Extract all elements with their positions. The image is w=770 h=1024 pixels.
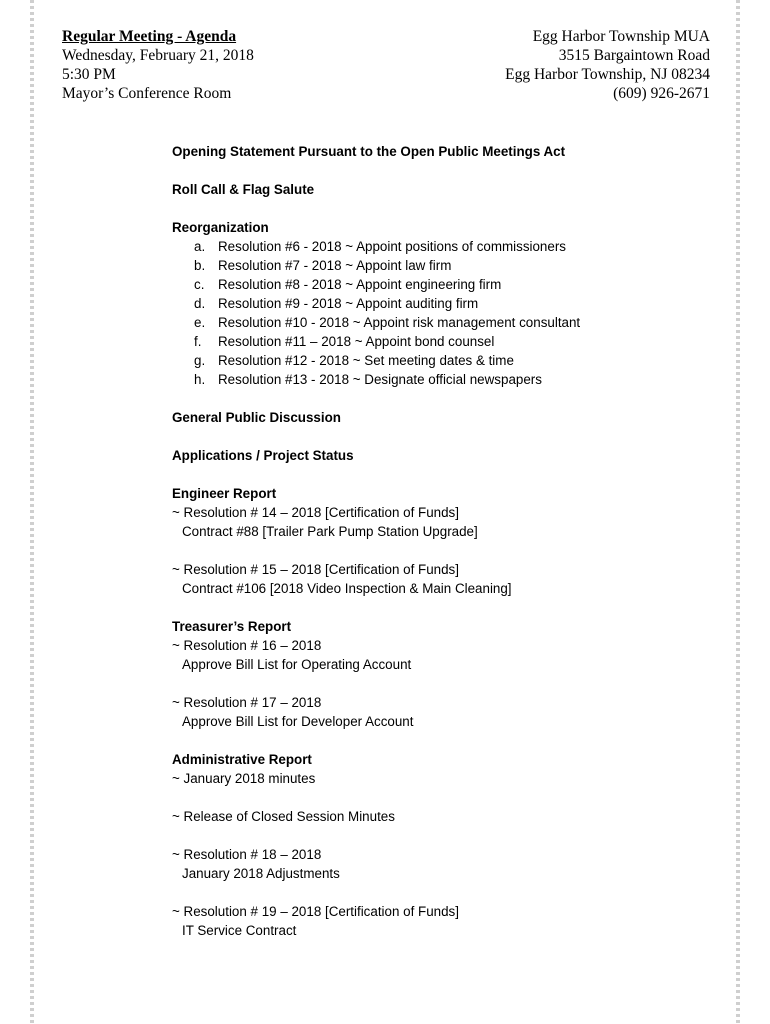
list-letter: f. bbox=[194, 334, 202, 349]
org-street: 3515 Bargaintown Road bbox=[558, 47, 710, 64]
list-item bbox=[172, 256, 732, 275]
org-phone: (609) 926-2671 bbox=[613, 85, 710, 102]
resolution-19: ~ Resolution # 19 – 2018 [Certification of Funds] bbox=[172, 904, 459, 919]
treasurer-report-heading: Treasurer’s Report bbox=[172, 619, 292, 634]
reorganization-heading: Reorganization bbox=[172, 220, 269, 235]
list-item bbox=[172, 351, 732, 370]
public-discussion: General Public Discussion bbox=[172, 410, 341, 425]
january-minutes: ~ January 2018 minutes bbox=[172, 771, 316, 786]
meeting-location: Mayor’s Conference Room bbox=[62, 85, 232, 102]
contract-88: Contract #88 [Trailer Park Pump Station Upgrade] bbox=[182, 524, 478, 539]
list-item-text: Resolution #7 - 2018 ~ Appoint law firm bbox=[218, 258, 452, 273]
list-item bbox=[172, 237, 732, 256]
list-item bbox=[172, 370, 732, 389]
list-item-text: Resolution #6 - 2018 ~ Appoint positions of commissioners bbox=[218, 239, 566, 254]
list-item-text: Resolution #10 - 2018 ~ Appoint risk management consultant bbox=[218, 315, 581, 330]
engineer-report-heading: Engineer Report bbox=[172, 486, 277, 501]
list-item-text: Resolution #12 - 2018 ~ Set meeting dates & time bbox=[218, 353, 514, 368]
list-item-text: Resolution #11 – 2018 ~ Appoint bond counsel bbox=[218, 334, 495, 349]
list-letter: h. bbox=[194, 372, 206, 387]
opening-statement: Opening Statement Pursuant to the Open Public Meetings Act bbox=[172, 144, 566, 159]
list-letter: a. bbox=[194, 239, 206, 254]
meeting-title: Regular Meeting - Agenda bbox=[62, 28, 237, 45]
resolution-18: ~ Resolution # 18 – 2018 bbox=[172, 847, 322, 862]
january-adjustments: January 2018 Adjustments bbox=[182, 866, 340, 881]
applications-status: Applications / Project Status bbox=[172, 448, 354, 463]
resolution-14: ~ Resolution # 14 – 2018 [Certification of Funds] bbox=[172, 505, 459, 520]
page-edge-right bbox=[736, 0, 740, 1024]
page-edge-left bbox=[30, 0, 34, 1024]
list-item-text: Resolution #8 - 2018 ~ Appoint engineering firm bbox=[218, 277, 502, 292]
org-city: Egg Harbor Township, NJ 08234 bbox=[505, 66, 710, 83]
meeting-info bbox=[62, 27, 254, 103]
list-item-text: Resolution #9 - 2018 ~ Appoint auditing firm bbox=[218, 296, 479, 311]
resolution-17: ~ Resolution # 17 – 2018 bbox=[172, 695, 322, 710]
org-name: Egg Harbor Township MUA bbox=[532, 28, 710, 45]
meeting-time: 5:30 PM bbox=[62, 66, 116, 83]
closed-session-minutes: ~ Release of Closed Session Minutes bbox=[172, 809, 395, 824]
organization-address bbox=[505, 27, 710, 103]
list-letter: e. bbox=[194, 315, 206, 330]
list-item bbox=[172, 332, 732, 351]
it-service-contract: IT Service Contract bbox=[182, 923, 297, 938]
list-letter: c. bbox=[194, 277, 205, 292]
list-letter: g. bbox=[194, 353, 206, 368]
contract-106: Contract #106 [2018 Video Inspection & Main Cleaning] bbox=[182, 581, 512, 596]
resolution-15: ~ Resolution # 15 – 2018 [Certification of Funds] bbox=[172, 562, 459, 577]
list-letter: d. bbox=[194, 296, 206, 311]
resolution-16: ~ Resolution # 16 – 2018 bbox=[172, 638, 322, 653]
roll-call: Roll Call & Flag Salute bbox=[172, 182, 315, 197]
meeting-date: Wednesday, February 21, 2018 bbox=[62, 47, 254, 64]
agenda-body bbox=[172, 142, 732, 940]
list-item-text: Resolution #13 - 2018 ~ Designate official newspapers bbox=[218, 372, 542, 387]
list-item bbox=[172, 275, 732, 294]
list-item bbox=[172, 313, 732, 332]
list-letter: b. bbox=[194, 258, 206, 273]
operating-account-bill-list: Approve Bill List for Operating Account bbox=[182, 657, 412, 672]
administrative-report-heading: Administrative Report bbox=[172, 752, 312, 767]
list-item bbox=[172, 294, 732, 313]
developer-account-bill-list: Approve Bill List for Developer Account bbox=[182, 714, 414, 729]
